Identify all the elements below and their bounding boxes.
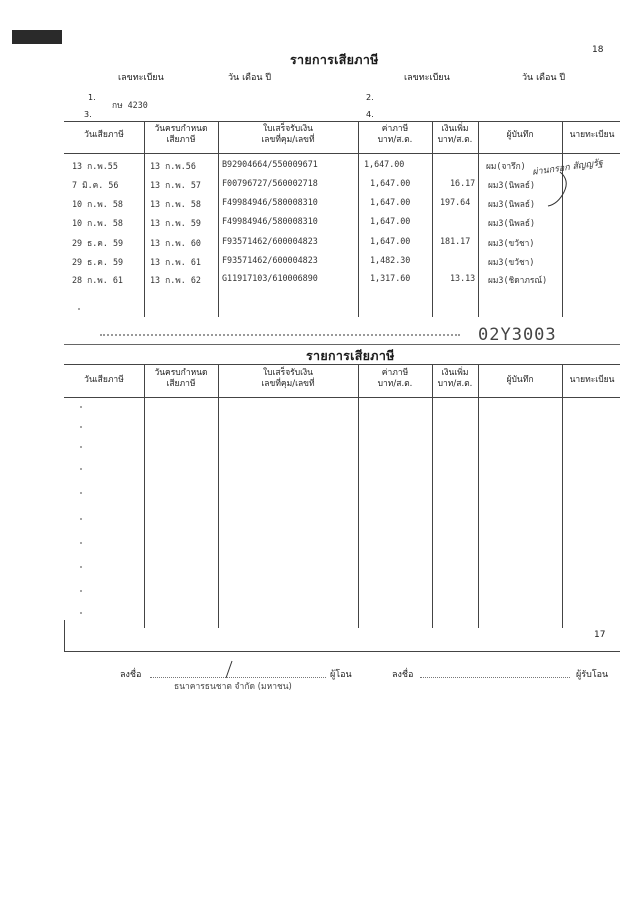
row-cell: ผม(จารึก)	[486, 161, 526, 171]
transferor-label: ผู้โอน	[330, 670, 352, 680]
row-cell: B92904664/550009671	[222, 159, 318, 169]
row-cell: 13 ก.พ.56	[150, 161, 196, 171]
row-cell: F93571462/600004823	[222, 255, 318, 265]
row-cell: 13 ก.พ. 59	[150, 218, 201, 228]
transferee-label: ผู้รับโอน	[576, 670, 609, 680]
stamp-number: 02Y3003	[478, 325, 557, 345]
row-cell: F00796727/560002718	[222, 178, 318, 188]
table-row: 7 มิ.ค. 56	[72, 180, 119, 190]
sign-label-right: ลงชื่อ	[392, 670, 414, 680]
row-cell: ผม3(นิพลธ์)	[488, 180, 536, 190]
row-cell: 13 ก.พ. 57	[150, 180, 201, 190]
top-col-paid-date: วันเสียภาษี	[84, 130, 124, 140]
signature-scribble	[222, 660, 236, 680]
margin-dot	[78, 308, 80, 310]
bottom-col-extra: เงินเพิ่ม บาท/ส.ต.	[437, 368, 473, 389]
row-cell: F49984946/580008310	[222, 197, 318, 207]
row-cell: 1,647.00	[370, 197, 411, 207]
row-cell: ผม3(ขวัชา)	[488, 238, 535, 248]
top-col-recorder: ผู้บันทึก	[506, 130, 534, 140]
row-cell: 1,647.00	[370, 236, 411, 246]
sign-line-right	[420, 676, 570, 678]
top-section-title: รายการเสียภาษี	[290, 52, 379, 67]
date-label-right: วัน เดือน ปี	[522, 73, 566, 83]
page-number-top: 18	[592, 45, 604, 55]
row-cell: ผม3(ชิดาภรณ์)	[488, 275, 548, 285]
table-row: 10 ก.พ. 58	[72, 199, 123, 209]
row-cell: ผม3(ขวัชา)	[488, 257, 535, 267]
bottom-col-paid-date: วันเสียภาษี	[84, 375, 124, 385]
row-cell: ผม3(นิพลธ์)	[488, 199, 536, 209]
table-row: 28 ก.พ. 61	[72, 275, 123, 285]
row-cell: 1,482.30	[370, 255, 411, 265]
row-cell: 1,647.00	[370, 178, 411, 188]
row-cell: F49984946/580008310	[222, 216, 318, 226]
row-cell: 1,317.60	[370, 273, 411, 283]
registration-1-value: กษ 4230	[112, 100, 148, 110]
row-cell: 13 ก.พ. 62	[150, 275, 201, 285]
bottom-col-tax: ค่าภาษี บาท/ส.ต.	[377, 368, 413, 389]
reg-label-right: เลขทะเบียน	[404, 73, 450, 83]
handwritten-scribble	[540, 170, 580, 210]
registration-3-num: 3.	[84, 110, 92, 119]
date-label-left: วัน เดือน ปี	[228, 73, 272, 83]
bottom-col-registrar: นายทะเบียน	[569, 375, 615, 385]
top-col-tax: ค่าภาษี บาท/ส.ต.	[377, 124, 413, 145]
row-cell: 13 ก.พ. 58	[150, 199, 201, 209]
top-col-extra: เงินเพิ่ม บาท/ส.ต.	[437, 124, 473, 145]
top-col-due-date: วันครบกำหนด เสียภาษี	[154, 124, 208, 145]
reg-label-left: เลขทะเบียน	[118, 73, 164, 83]
row-cell: 13.13	[450, 273, 476, 283]
handwritten-note: ผ่านกรอก สัญญรัฐ	[531, 158, 604, 178]
row-cell: 197.64	[440, 197, 471, 207]
bottom-col-recorder: ผู้บันทึก	[506, 375, 534, 385]
scan-corner-mark	[12, 30, 62, 44]
row-cell: 1,647.00	[364, 159, 405, 169]
top-col-receipt: ใบเสร็จรับเงิน เลขที่คุม/เลขที่	[261, 124, 315, 145]
bottom-col-receipt: ใบเสร็จรับเงิน เลขที่คุม/เลขที่	[261, 368, 315, 389]
bottom-section-title: รายการเสียภาษี	[306, 348, 395, 363]
row-cell: 13 ก.พ. 60	[150, 238, 201, 248]
top-col-registrar: นายทะเบียน	[569, 130, 615, 140]
row-cell: 1,647.00	[370, 216, 411, 226]
table-row: 29 ธ.ค. 59	[72, 257, 124, 267]
registration-2-num: 2.	[366, 93, 374, 102]
table-row: 10 ก.พ. 58	[72, 218, 123, 228]
row-cell: 181.17	[440, 236, 471, 246]
bank-name: ธนาคารธนชาต จำกัด (มหาชน)	[174, 682, 292, 692]
registration-1-num: 1.	[88, 93, 96, 102]
row-cell: F93571462/600004823	[222, 236, 318, 246]
sign-label-left: ลงชื่อ	[120, 670, 142, 680]
row-cell: 16.17	[450, 178, 476, 188]
row-cell: ผม3(นิพลธ์)	[488, 218, 536, 228]
table-row: 29 ธ.ค. 59	[72, 238, 124, 248]
page-number-bottom: 17	[594, 630, 606, 640]
divider-dots	[100, 334, 460, 340]
registration-4-num: 4.	[366, 110, 374, 119]
row-cell: 13 ก.พ. 61	[150, 257, 201, 267]
table-row: 13 ก.พ.55	[72, 161, 118, 171]
row-cell: G11917103/610006890	[222, 273, 318, 283]
sign-line-left	[150, 676, 326, 678]
bottom-col-due-date: วันครบกำหนด เสียภาษี	[154, 368, 208, 389]
